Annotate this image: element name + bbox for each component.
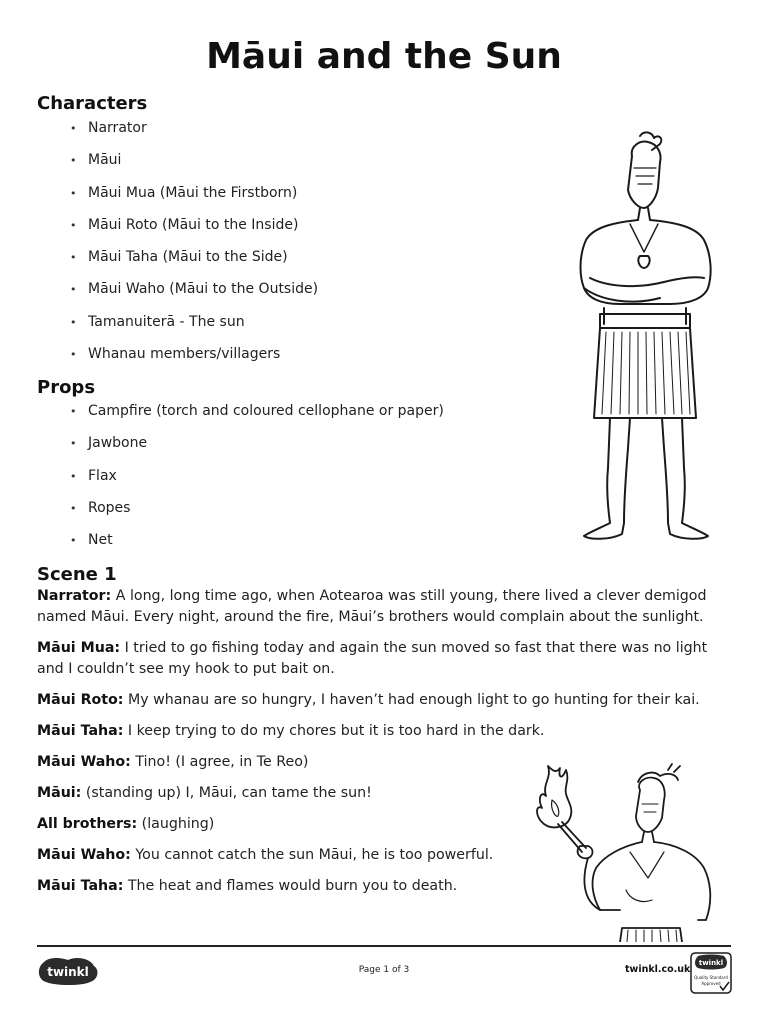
list-item: • Māui bbox=[70, 152, 122, 169]
characters-list bbox=[70, 120, 318, 378]
list-item: • Māui Taha (Māui to the Side) bbox=[70, 249, 288, 266]
dialogue-text: (laughing) bbox=[137, 816, 215, 832]
page-title: Māui and the Sun bbox=[206, 36, 562, 77]
list-item: • Māui Waho (Māui to the Outside) bbox=[70, 281, 319, 298]
list-item: • Ropes bbox=[70, 499, 131, 516]
badge-line-1: Quality Standard bbox=[694, 975, 728, 980]
scene-heading: Scene 1 bbox=[37, 564, 117, 585]
speaker-name: Narrator: bbox=[37, 588, 112, 604]
maui-standing-illustration bbox=[570, 128, 720, 548]
list-item: • Flax bbox=[70, 467, 117, 484]
speaker-name: Māui Roto: bbox=[37, 692, 124, 708]
dialogue-text: The heat and flames would burn you to death. bbox=[123, 878, 458, 894]
list-item: • Māui Roto (Māui to the Inside) bbox=[70, 216, 299, 233]
dialogue-text: A long, long time ago, when Aotearoa was still young, there lived a clever demigod named Māui. Every night, around the fire, Māui’s brothers would complain about the sunlight. bbox=[37, 588, 707, 625]
dialogue-text: Tino! (I agree, in Te Reo) bbox=[130, 754, 309, 770]
speaker-name: Māui Waho: bbox=[37, 847, 131, 863]
props-heading: Props bbox=[37, 377, 96, 398]
speaker-name: Māui: bbox=[37, 785, 82, 801]
dialogue-text: My whanau are so hungry, I haven’t had enough light to go hunting for their kai. bbox=[123, 692, 700, 708]
dialogue-line bbox=[37, 721, 737, 742]
list-item: • Māui Mua (Māui the Firstborn) bbox=[70, 184, 298, 201]
page-number: Page 1 of 3 bbox=[358, 965, 410, 975]
list-item: • Campfire (torch and coloured cellophane or paper) bbox=[70, 403, 444, 419]
speaker-name: Māui Taha: bbox=[37, 878, 124, 894]
dialogue-text: (standing up) I, Māui, can tame the sun! bbox=[81, 785, 372, 801]
footer-divider bbox=[37, 945, 731, 947]
list-item: • Net bbox=[70, 532, 113, 549]
badge-line-2: Approved bbox=[701, 981, 721, 986]
list-item: • Whanau members/villagers bbox=[70, 346, 281, 363]
characters-heading: Characters bbox=[37, 93, 148, 114]
speaker-name: Māui Taha: bbox=[37, 723, 124, 739]
dialogue-text: I keep trying to do my chores but it is too hard in the dark. bbox=[123, 723, 545, 739]
list-item: • Tamanuiterā - The sun bbox=[70, 313, 245, 330]
props-list bbox=[70, 403, 444, 564]
speaker-name: Māui Waho: bbox=[37, 754, 131, 770]
speaker-name: Māui Mua: bbox=[37, 640, 121, 656]
dialogue-line bbox=[37, 586, 737, 628]
list-item: • Narrator bbox=[70, 120, 147, 136]
badge-title: twinkl bbox=[698, 959, 724, 967]
list-item: • Jawbone bbox=[70, 435, 148, 452]
dialogue-text: You cannot catch the sun Māui, he is too powerful. bbox=[130, 847, 494, 863]
maui-torch-illustration bbox=[530, 760, 730, 942]
dialogue-line bbox=[37, 638, 737, 680]
site-url: twinkl.co.uk bbox=[625, 964, 691, 975]
quality-standard-badge bbox=[690, 952, 732, 994]
dialogue-line bbox=[37, 690, 737, 711]
dialogue-text: I tried to go fishing today and again the sun moved so fast that there was no light and I couldn’t see my hook to put bait on. bbox=[37, 640, 708, 677]
logo-text: twinkl bbox=[47, 965, 89, 979]
speaker-name: All brothers: bbox=[37, 816, 138, 832]
